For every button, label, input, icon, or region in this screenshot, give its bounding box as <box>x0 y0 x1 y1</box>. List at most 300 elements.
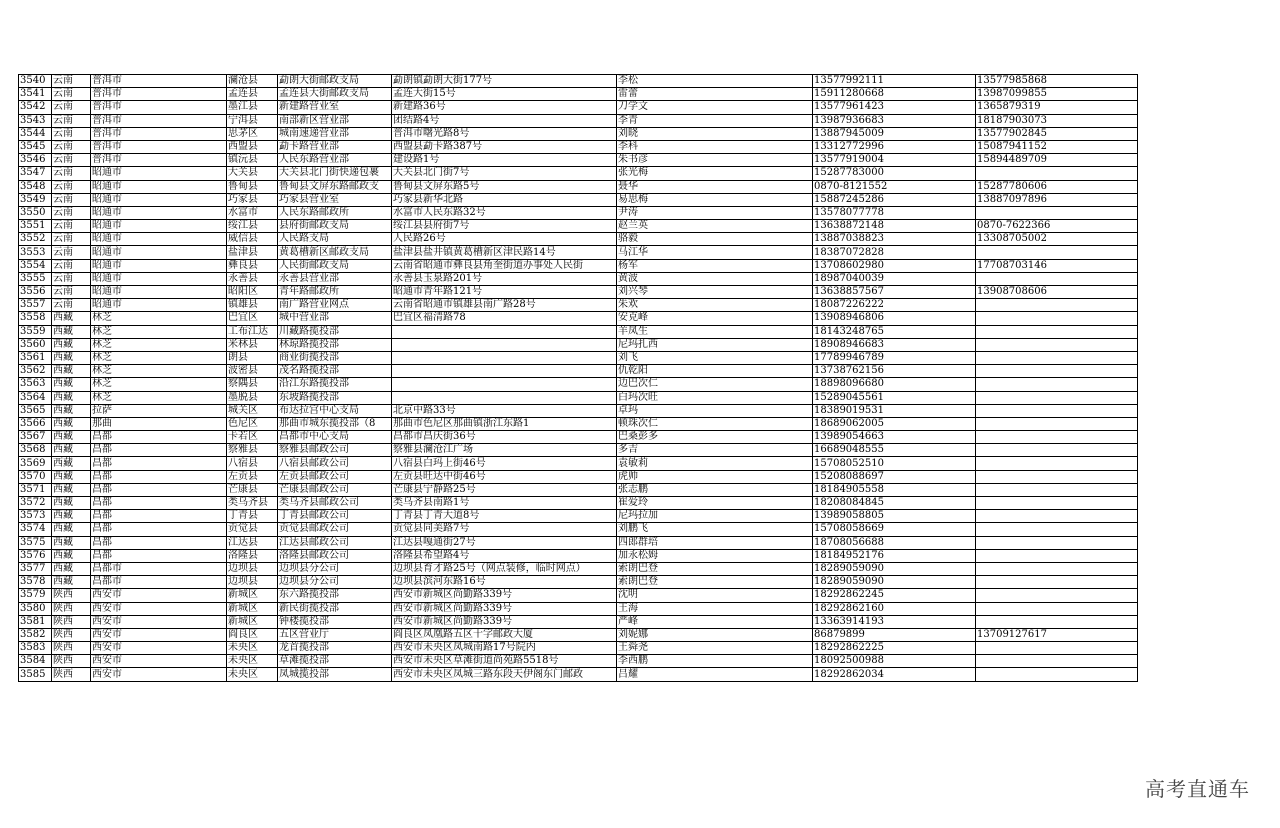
table-cell: 陕西 <box>52 615 91 628</box>
table-row <box>19 589 1138 602</box>
table-row <box>19 180 1138 193</box>
table-cell: 洛隆县邮政公司 <box>278 549 392 562</box>
table-cell: 新城区 <box>227 589 278 602</box>
table-cell: 昌都 <box>91 497 227 510</box>
table-cell <box>976 510 1138 523</box>
table-cell: 3583 <box>19 642 52 655</box>
table-cell: 18292862225 <box>813 642 976 655</box>
table-cell: 18143248765 <box>813 325 976 338</box>
table-row <box>19 206 1138 219</box>
table-cell: 察雅县澜沧江广场 <box>392 444 617 457</box>
table-cell: 3546 <box>19 154 52 167</box>
table-cell: 云南 <box>52 233 91 246</box>
table-cell: 3565 <box>19 404 52 417</box>
table-cell: 阎良区 <box>227 628 278 641</box>
table-cell: 鲁甸县 <box>227 180 278 193</box>
table-cell: 芒康县邮政公司 <box>278 483 392 496</box>
table-cell: 八宿县邮政公司 <box>278 457 392 470</box>
table-row <box>19 470 1138 483</box>
table-cell <box>392 351 617 364</box>
table-cell: 3559 <box>19 325 52 338</box>
table-cell: 八宿县白玛上街46号 <box>392 457 617 470</box>
table-cell: 云南 <box>52 167 91 180</box>
table-cell: 云南 <box>52 206 91 219</box>
table-cell: 人民东路营业部 <box>278 154 392 167</box>
table-cell: 13638872148 <box>813 220 976 233</box>
table-row <box>19 312 1138 325</box>
table-body <box>19 75 1138 682</box>
table-row <box>19 655 1138 668</box>
table-cell: 勐朗镇勐朗大街177号 <box>392 75 617 88</box>
table-cell: 3548 <box>19 180 52 193</box>
table-cell <box>976 338 1138 351</box>
table-cell: 3561 <box>19 351 52 364</box>
table-cell: 西藏 <box>52 338 91 351</box>
table-cell: 边坝县 <box>227 562 278 575</box>
table-cell: 类乌齐县邮政公司 <box>278 497 392 510</box>
table-cell: 3540 <box>19 75 52 88</box>
table-cell: 卡若区 <box>227 431 278 444</box>
table-row <box>19 457 1138 470</box>
table-cell: 陕西 <box>52 628 91 641</box>
table-cell <box>976 523 1138 536</box>
table-cell: 3560 <box>19 338 52 351</box>
table-cell: 15287780606 <box>976 180 1138 193</box>
table-cell: 18092500988 <box>813 655 976 668</box>
table-cell: 3575 <box>19 536 52 549</box>
table-cell: 3578 <box>19 576 52 589</box>
table-cell: 15887245286 <box>813 193 976 206</box>
table-row <box>19 101 1138 114</box>
table-cell: 18087226222 <box>813 299 976 312</box>
table-cell: 张光梅 <box>617 167 813 180</box>
table-cell: 左贡县 <box>227 470 278 483</box>
table-row <box>19 167 1138 180</box>
table-cell <box>976 497 1138 510</box>
table-cell: 昌都 <box>91 470 227 483</box>
table-cell: 青年路邮政所 <box>278 286 392 299</box>
table-cell: 米林县 <box>227 338 278 351</box>
table-cell: 西安市未央区草滩街道尚苑路5518号 <box>392 655 617 668</box>
table-cell: 昭阳区 <box>227 286 278 299</box>
table-cell: 13987099855 <box>976 88 1138 101</box>
table-cell: 3569 <box>19 457 52 470</box>
table-cell: 云南 <box>52 286 91 299</box>
table-cell: 昌都市中心支局 <box>278 431 392 444</box>
table-cell: 西盟县 <box>227 140 278 153</box>
table-cell: 云南 <box>52 246 91 259</box>
table-cell: 李青 <box>617 114 813 127</box>
table-row <box>19 246 1138 259</box>
table-cell: 昭通市 <box>91 193 227 206</box>
data-table <box>18 74 1138 682</box>
table-row <box>19 497 1138 510</box>
table-row <box>19 562 1138 575</box>
table-row <box>19 233 1138 246</box>
table-cell: 布达拉宫中心支局 <box>278 404 392 417</box>
table-cell: 昭通市 <box>91 259 227 272</box>
table-cell: 虎帅 <box>617 470 813 483</box>
table-cell: 西藏 <box>52 404 91 417</box>
table-cell: 昌都 <box>91 523 227 536</box>
table-cell <box>976 391 1138 404</box>
table-cell: 陕西 <box>52 642 91 655</box>
table-cell: 西藏 <box>52 351 91 364</box>
table-cell: 云南 <box>52 154 91 167</box>
table-cell: 3576 <box>19 549 52 562</box>
table-cell: 3549 <box>19 193 52 206</box>
table-cell: 云南 <box>52 140 91 153</box>
table-cell: 3567 <box>19 431 52 444</box>
table-cell: 3557 <box>19 299 52 312</box>
table-cell: 林琼路揽投部 <box>278 338 392 351</box>
table-cell: 江达县嘎通街27号 <box>392 536 617 549</box>
table-cell: 尼玛扎西 <box>617 338 813 351</box>
table-cell: 赵兰英 <box>617 220 813 233</box>
table-cell: 贡觉县邮政公司 <box>278 523 392 536</box>
table-cell: 袁敏莉 <box>617 457 813 470</box>
table-cell: 西安市 <box>91 589 227 602</box>
table-cell: 昭通市 <box>91 272 227 285</box>
table-row <box>19 154 1138 167</box>
table-cell: 卓玛 <box>617 404 813 417</box>
table-cell: 边坝县滨河东路16号 <box>392 576 617 589</box>
table-cell: 顿珠次仁 <box>617 417 813 430</box>
table-cell <box>976 536 1138 549</box>
table-row <box>19 602 1138 615</box>
table-cell: 察雅县邮政公司 <box>278 444 392 457</box>
table-cell: 骆毅 <box>617 233 813 246</box>
table-cell: 西盟县勐卡路387号 <box>392 140 617 153</box>
table-cell: 绥江县县府街7号 <box>392 220 617 233</box>
watermark-text: 高考直通车 <box>1145 777 1250 801</box>
table-cell: 昭通市青年路121号 <box>392 286 617 299</box>
table-cell: 3571 <box>19 483 52 496</box>
table-cell: 丁青县 <box>227 510 278 523</box>
table-cell: 大关县北门街7号 <box>392 167 617 180</box>
table-row <box>19 220 1138 233</box>
table-cell: 昌都市 <box>91 562 227 575</box>
table-cell <box>976 602 1138 615</box>
table-cell: 南部新区营业部 <box>278 114 392 127</box>
table-cell: 严峰 <box>617 615 813 628</box>
table-cell: 林芝 <box>91 338 227 351</box>
table-cell: 普洱市 <box>91 140 227 153</box>
table-cell: 15708058669 <box>813 523 976 536</box>
table-cell: 人民路26号 <box>392 233 617 246</box>
table-cell: 云南 <box>52 127 91 140</box>
table-cell: 18184952176 <box>813 549 976 562</box>
table-cell <box>392 325 617 338</box>
table-cell <box>976 589 1138 602</box>
table-cell: 3582 <box>19 628 52 641</box>
table-cell: 西藏 <box>52 497 91 510</box>
table-cell: 昌都 <box>91 457 227 470</box>
table-cell: 18689062005 <box>813 417 976 430</box>
table-cell: 镇雄县 <box>227 299 278 312</box>
table-cell: 鲁甸县文屏东路邮政支 <box>278 180 392 193</box>
table-cell <box>976 483 1138 496</box>
table-row <box>19 510 1138 523</box>
table-cell <box>976 272 1138 285</box>
table-cell: 人民街邮政支局 <box>278 259 392 272</box>
table-cell: 3562 <box>19 365 52 378</box>
table-cell: 西藏 <box>52 549 91 562</box>
table-cell: 新城区 <box>227 602 278 615</box>
table-cell: 昌都 <box>91 549 227 562</box>
table-cell: 朗县 <box>227 351 278 364</box>
table-row <box>19 338 1138 351</box>
table-cell: 黄波 <box>617 272 813 285</box>
table-cell: 西安市新城区尚勤路339号 <box>392 602 617 615</box>
table-cell: 18387072828 <box>813 246 976 259</box>
table-cell: 云南 <box>52 299 91 312</box>
table-cell: 多吉 <box>617 444 813 457</box>
table-cell: 芒康县宁静路25号 <box>392 483 617 496</box>
table-row <box>19 483 1138 496</box>
table-cell: 新城区 <box>227 615 278 628</box>
table-cell: 新建路36号 <box>392 101 617 114</box>
table-cell: 洛隆县 <box>227 549 278 562</box>
table-cell <box>976 365 1138 378</box>
table-cell: 威信县 <box>227 233 278 246</box>
table-cell: 西藏 <box>52 391 91 404</box>
table-cell: 13312772996 <box>813 140 976 153</box>
table-cell: 朱书彦 <box>617 154 813 167</box>
table-cell: 3580 <box>19 602 52 615</box>
table-cell: 贡觉县 <box>227 523 278 536</box>
table-cell: 3544 <box>19 127 52 140</box>
table-cell: 15911280668 <box>813 88 976 101</box>
table-row <box>19 351 1138 364</box>
table-cell: 昌都市 <box>91 576 227 589</box>
table-cell: 城关区 <box>227 404 278 417</box>
table-cell: 左贡县旺达中街46号 <box>392 470 617 483</box>
table-cell: 林芝 <box>91 391 227 404</box>
table-cell: 西安市未央区凤城南路17号院内 <box>392 642 617 655</box>
table-cell: 3555 <box>19 272 52 285</box>
table-cell: 3573 <box>19 510 52 523</box>
table-cell: 3579 <box>19 589 52 602</box>
table-cell: 西安市 <box>91 615 227 628</box>
table-cell: 西藏 <box>52 431 91 444</box>
table-cell: 墨脱县 <box>227 391 278 404</box>
table-cell: 刘鹏飞 <box>617 523 813 536</box>
table-cell: 15894489709 <box>976 154 1138 167</box>
table-cell: 西藏 <box>52 483 91 496</box>
table-cell: 陕西 <box>52 602 91 615</box>
table-cell: 3585 <box>19 668 52 681</box>
table-cell: 巴宜区福清路78 <box>392 312 617 325</box>
table-cell: 西藏 <box>52 444 91 457</box>
table-cell: 13738762156 <box>813 365 976 378</box>
table-cell <box>976 576 1138 589</box>
table-cell: 云南 <box>52 75 91 88</box>
table-cell: 18187903073 <box>976 114 1138 127</box>
table-cell: 17708703146 <box>976 259 1138 272</box>
table-cell: 未央区 <box>227 668 278 681</box>
table-cell: 3572 <box>19 497 52 510</box>
table-cell: 新民街揽投部 <box>278 602 392 615</box>
table-cell: 18289059090 <box>813 562 976 575</box>
table-cell: 云南省昭通市镇雄县南广路28号 <box>392 299 617 312</box>
table-cell: 商业街揽投部 <box>278 351 392 364</box>
table-cell: 昭通市 <box>91 220 227 233</box>
table-cell: 那曲市城东揽投部（8 <box>278 417 392 430</box>
table-cell <box>392 391 617 404</box>
table-cell: 13989058805 <box>813 510 976 523</box>
table-cell: 林芝 <box>91 312 227 325</box>
table-cell: 西安市 <box>91 668 227 681</box>
table-row <box>19 325 1138 338</box>
table-cell: 昌都 <box>91 444 227 457</box>
table-cell: 盐津县盐井镇黄葛槽新区津民路14号 <box>392 246 617 259</box>
table-cell: 贡觉县同美路7号 <box>392 523 617 536</box>
table-cell: 巴桑彭多 <box>617 431 813 444</box>
table-cell: 13577961423 <box>813 101 976 114</box>
table-cell: 西藏 <box>52 312 91 325</box>
table-cell: 白玛次旺 <box>617 391 813 404</box>
table-cell: 昌都 <box>91 536 227 549</box>
table-cell <box>976 549 1138 562</box>
table-cell <box>976 470 1138 483</box>
table-cell: 15208088697 <box>813 470 976 483</box>
table-cell <box>976 312 1138 325</box>
table-cell: 普洱市 <box>91 101 227 114</box>
table-cell: 巧家县营业室 <box>278 193 392 206</box>
table-cell: 18987040039 <box>813 272 976 285</box>
table-cell: 普洱市 <box>91 154 227 167</box>
table-cell: 刘兴琴 <box>617 286 813 299</box>
table-cell: 川藏路揽投部 <box>278 325 392 338</box>
table-cell: 18292862245 <box>813 589 976 602</box>
table-cell: 加永松姆 <box>617 549 813 562</box>
table-cell: 拉萨 <box>91 404 227 417</box>
table-cell: 普洱市 <box>91 88 227 101</box>
table-cell: 云南 <box>52 88 91 101</box>
table-cell: 边巴次仁 <box>617 378 813 391</box>
table-cell: 西安市 <box>91 655 227 668</box>
table-cell: 3547 <box>19 167 52 180</box>
table-cell: 尼玛拉加 <box>617 510 813 523</box>
table-cell: 边坝县 <box>227 576 278 589</box>
table-cell: 西安市新城区尚勤路339号 <box>392 615 617 628</box>
table-cell: 未央区 <box>227 655 278 668</box>
table-cell: 林芝 <box>91 325 227 338</box>
table-cell: 云南 <box>52 272 91 285</box>
table-cell: 陕西 <box>52 655 91 668</box>
table-cell: 江达县 <box>227 536 278 549</box>
table-cell: 永善县玉泉路201号 <box>392 272 617 285</box>
table-cell: 刀学文 <box>617 101 813 114</box>
table-row <box>19 88 1138 101</box>
table-cell: 大关县 <box>227 167 278 180</box>
table-cell: 云南 <box>52 180 91 193</box>
table-cell: 草滩揽投部 <box>278 655 392 668</box>
table-cell: 3568 <box>19 444 52 457</box>
table-row <box>19 140 1138 153</box>
table-cell: 西藏 <box>52 576 91 589</box>
table-cell: 勐卡路营业部 <box>278 140 392 153</box>
table-cell: 3566 <box>19 417 52 430</box>
table-cell: 左贡县邮政公司 <box>278 470 392 483</box>
table-cell: 北京中路33号 <box>392 404 617 417</box>
table-cell: 建设路1号 <box>392 154 617 167</box>
table-cell: 昭通市 <box>91 233 227 246</box>
table-cell: 绥江县 <box>227 220 278 233</box>
table-cell: 吕耀 <box>617 668 813 681</box>
table-cell: 13577919004 <box>813 154 976 167</box>
table-cell: 3584 <box>19 655 52 668</box>
table-cell: 13709127617 <box>976 628 1138 641</box>
table-row <box>19 404 1138 417</box>
table-cell: 昌都市昌庆街36号 <box>392 431 617 444</box>
table-cell: 城南速递营业部 <box>278 127 392 140</box>
table-cell: 易思梅 <box>617 193 813 206</box>
table-cell: 3556 <box>19 286 52 299</box>
table-cell: 孟连县 <box>227 88 278 101</box>
table-cell: 0870-8121552 <box>813 180 976 193</box>
table-cell: 普洱市曙光路8号 <box>392 127 617 140</box>
table-row <box>19 378 1138 391</box>
table-cell: 杨军 <box>617 259 813 272</box>
table-cell: 13989054663 <box>813 431 976 444</box>
table-cell: 西藏 <box>52 365 91 378</box>
table-cell: 崔爱玲 <box>617 497 813 510</box>
table-cell: 昭通市 <box>91 206 227 219</box>
table-cell: 钟楼揽投部 <box>278 615 392 628</box>
table-cell: 聂华 <box>617 180 813 193</box>
table-cell: 13363914193 <box>813 615 976 628</box>
table-cell: 云南省昭通市彝良县角奎街道办事处人民街 <box>392 259 617 272</box>
table-row <box>19 299 1138 312</box>
table-cell: 西藏 <box>52 523 91 536</box>
table-cell: 尹涛 <box>617 206 813 219</box>
table-cell: 宁洱县 <box>227 114 278 127</box>
table-row <box>19 431 1138 444</box>
table-cell: 东六路揽投部 <box>278 589 392 602</box>
table-cell: 洛隆县希望路4号 <box>392 549 617 562</box>
table-cell: 林芝 <box>91 351 227 364</box>
table-cell: 13887097896 <box>976 193 1138 206</box>
table-cell: 永善县营业部 <box>278 272 392 285</box>
table-cell <box>976 325 1138 338</box>
table-cell <box>392 378 617 391</box>
table-cell <box>976 642 1138 655</box>
table-cell: 13578077778 <box>813 206 976 219</box>
table-cell: 色尼区 <box>227 417 278 430</box>
table-cell: 13908708606 <box>976 286 1138 299</box>
table-cell: 大关县北门街快递包裹 <box>278 167 392 180</box>
table-cell: 边坝县育才路25号（网点装修，临时网点） <box>392 562 617 575</box>
table-cell: 15287783000 <box>813 167 976 180</box>
table-cell: 西安市 <box>91 642 227 655</box>
table-cell: 86879899 <box>813 628 976 641</box>
table-cell: 巧家县新华北路 <box>392 193 617 206</box>
table-cell: 凤城揽投部 <box>278 668 392 681</box>
table-row <box>19 444 1138 457</box>
table-cell: 丁青县邮政公司 <box>278 510 392 523</box>
table-cell: 15289045561 <box>813 391 976 404</box>
table-cell: 李科 <box>617 140 813 153</box>
table-cell: 李松 <box>617 75 813 88</box>
table-cell <box>976 206 1138 219</box>
table-cell: 五区营业厅 <box>278 628 392 641</box>
table-cell: 雷蕾 <box>617 88 813 101</box>
table-cell: 李西鹏 <box>617 655 813 668</box>
table-cell: 刘晓 <box>617 127 813 140</box>
table-cell: 3552 <box>19 233 52 246</box>
